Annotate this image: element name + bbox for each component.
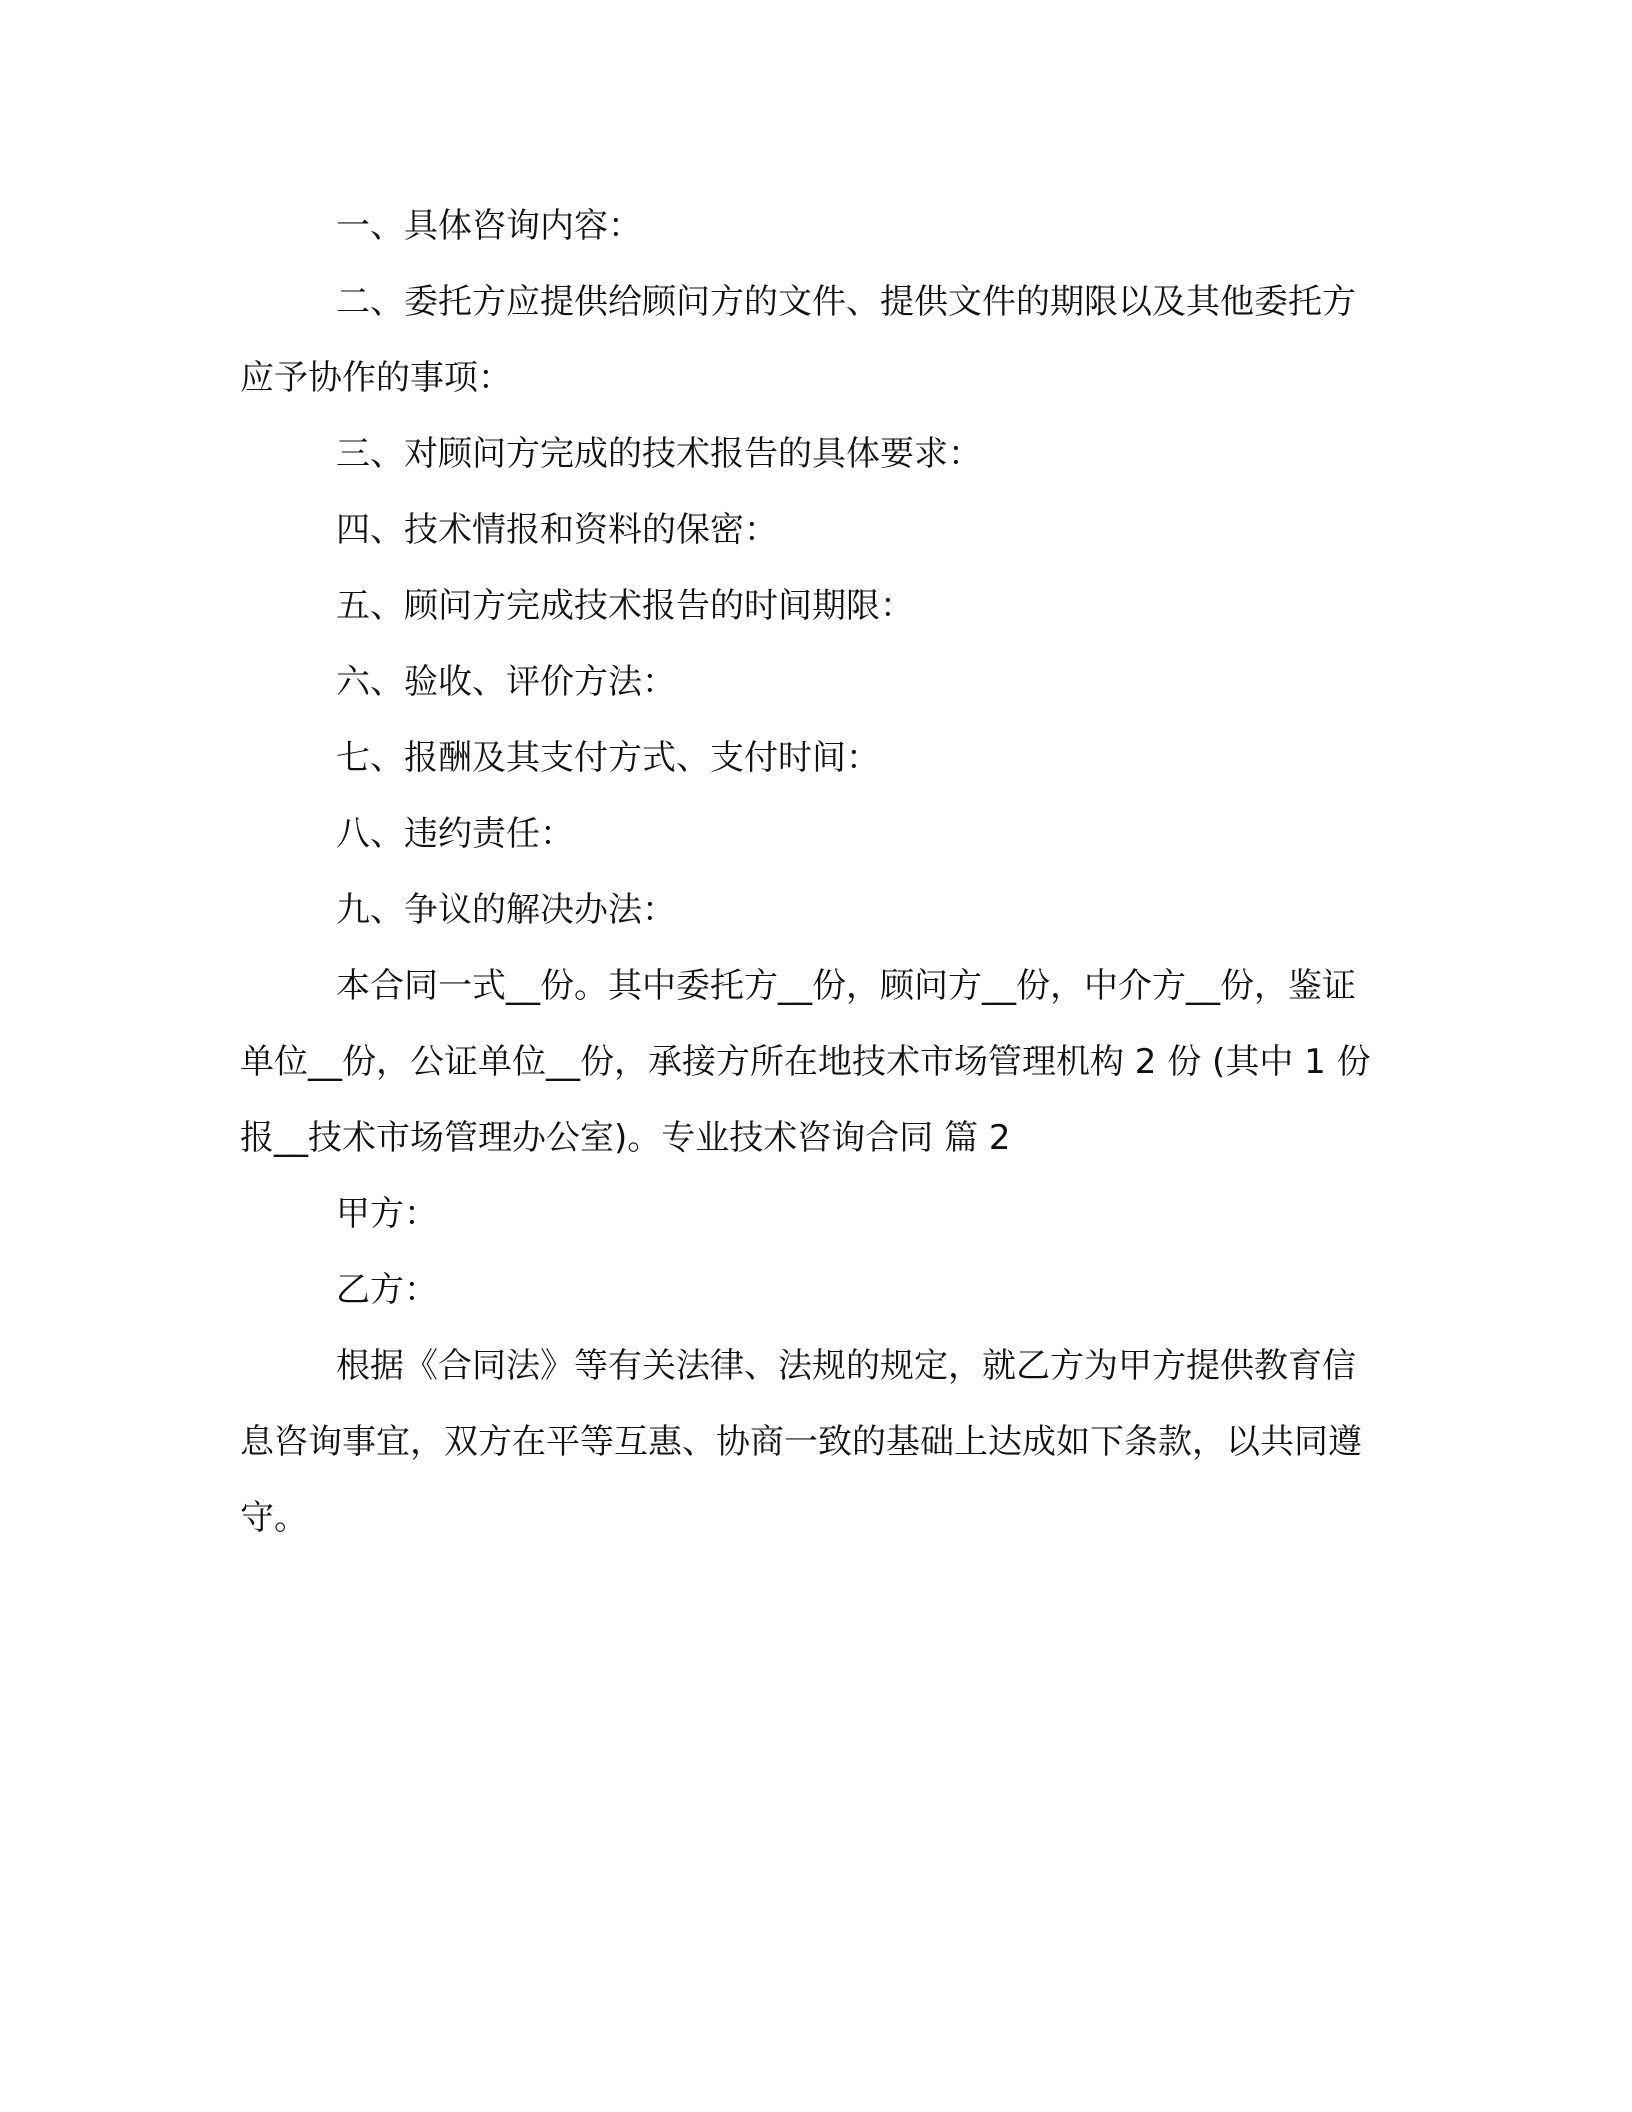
clause-8: 八、违约责任： [336, 814, 574, 854]
clause-7: 七、报酬及其支付方式、支付时间： [336, 738, 880, 778]
clause-1: 一、具体咨询内容： [336, 206, 642, 246]
party-a-line: 甲方： [336, 1194, 438, 1234]
clause-3: 三、对顾问方完成的技术报告的具体要求： [336, 434, 982, 474]
clause-6: 六、验收、评价方法： [336, 662, 676, 702]
copies-clause: 本合同一式__份。其中委托方__份，顾问方__份，中介方__份，鉴证单位__份，公证单位__份，承接方所在地技术市场管理机构 2 份 (其中 1 份报__技术市场管理办公室)。专业技术咨询合同 篇 2 [240, 966, 1371, 1158]
preamble-paragraph: 根据《合同法》等有关法律、法规的规定，就乙方为甲方提供教育信息咨询事宜，双方在平等互惠、协商一致的基础上达成如下条款，以共同遵守。 [240, 1346, 1362, 1538]
party-b-line: 乙方： [336, 1270, 438, 1310]
document-body [240, 188, 1380, 1556]
clause-4: 四、技术情报和资料的保密： [336, 510, 778, 550]
clause-5: 五、顾问方完成技术报告的时间期限： [336, 586, 914, 626]
clause-9: 九、争议的解决办法： [336, 890, 676, 930]
clause-2: 二、委托方应提供给顾问方的文件、提供文件的期限以及其他委托方应予协作的事项： [240, 282, 1356, 398]
